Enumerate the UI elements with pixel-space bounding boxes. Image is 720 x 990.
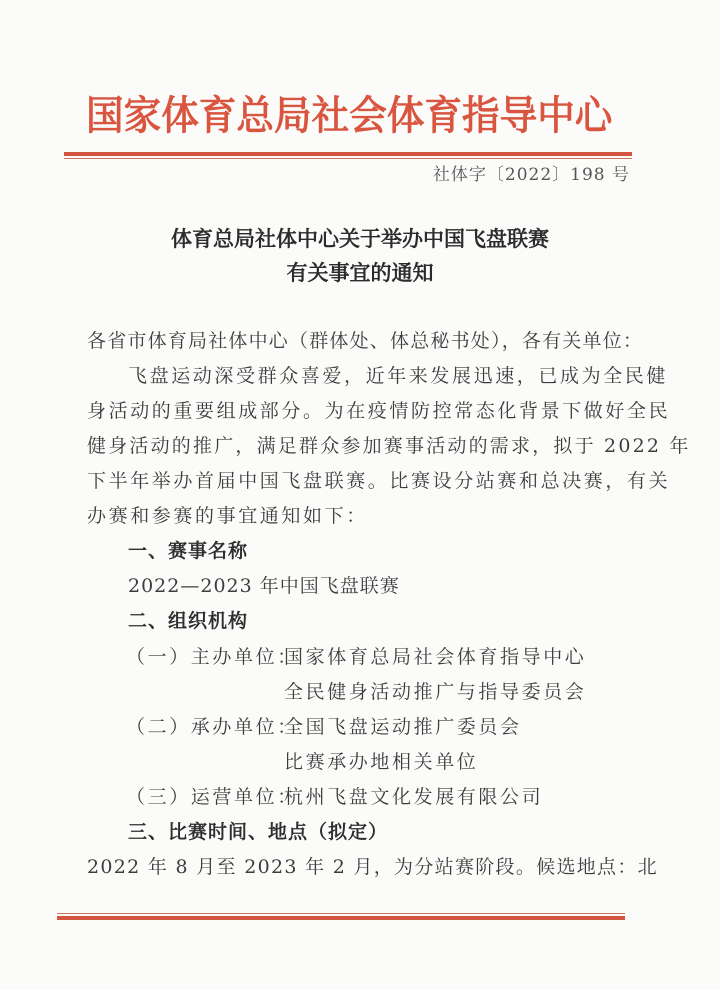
rule-thin-line	[64, 158, 632, 159]
org-item-organizer-value-2: 比赛承办地相关单位	[284, 751, 479, 773]
section-content-event-name: 2022—2023 年中国飞盘联赛	[128, 575, 400, 597]
intro-line: 飞盘运动深受群众喜爱，近年来发展迅速，已成为全民健	[128, 365, 669, 387]
org-item-label: （一）主办单位：	[126, 646, 299, 668]
footer-red-rule	[57, 913, 625, 920]
rule-thick-line	[57, 916, 625, 920]
letterhead-red-rule	[64, 152, 632, 159]
notice-title-line-1: 体育总局社体中心关于举办中国飞盘联赛	[171, 226, 549, 251]
intro-line: 办赛和参赛的事宜通知如下：	[87, 505, 368, 527]
intro-line: 健身活动的推广，满足群众参加赛事活动的需求，拟于 2022 年	[87, 435, 691, 457]
org-item-value: 国家体育总局社会体育指导中心	[284, 646, 587, 668]
org-item-value: 杭州飞盘文化发展有限公司	[284, 786, 544, 808]
section-heading-time-location: 三、比赛时间、地点（拟定）	[128, 821, 389, 843]
salutation: 各省市体育局社体中心（群体处、体总秘书处），各有关单位：	[87, 330, 644, 352]
intro-line: 下半年举办首届中国飞盘联赛。比赛设分站赛和总决赛，有关	[87, 470, 671, 492]
org-item-host-value-2: 全民健身活动推广与指导委员会	[284, 681, 587, 703]
intro-line: 身活动的重要组成部分。为在疫情防控常态化背景下做好全民	[87, 400, 671, 422]
section-content-time-location: 2022 年 8 月至 2023 年 2 月，为分站赛阶段。候选地点：北	[87, 856, 658, 878]
org-item-label: （二）承办单位：	[126, 716, 299, 738]
document-number: 社体字〔2022〕198 号	[432, 165, 630, 185]
org-item-organizer	[126, 712, 666, 742]
org-item-host	[126, 642, 666, 672]
letterhead-org-name: 国家体育总局社会体育指导中心	[86, 93, 613, 139]
rule-thin-line	[57, 913, 625, 914]
section-heading-event-name: 一、赛事名称	[128, 540, 249, 562]
rule-thick-line	[64, 152, 632, 156]
section-heading-organization: 二、组织机构	[128, 610, 249, 632]
notice-title-line-2: 有关事宜的通知	[286, 260, 434, 285]
org-item-value: 全国飞盘运动推广委员会	[284, 716, 522, 738]
org-item-operator	[126, 782, 666, 812]
org-item-label: （三）运营单位：	[126, 786, 299, 808]
